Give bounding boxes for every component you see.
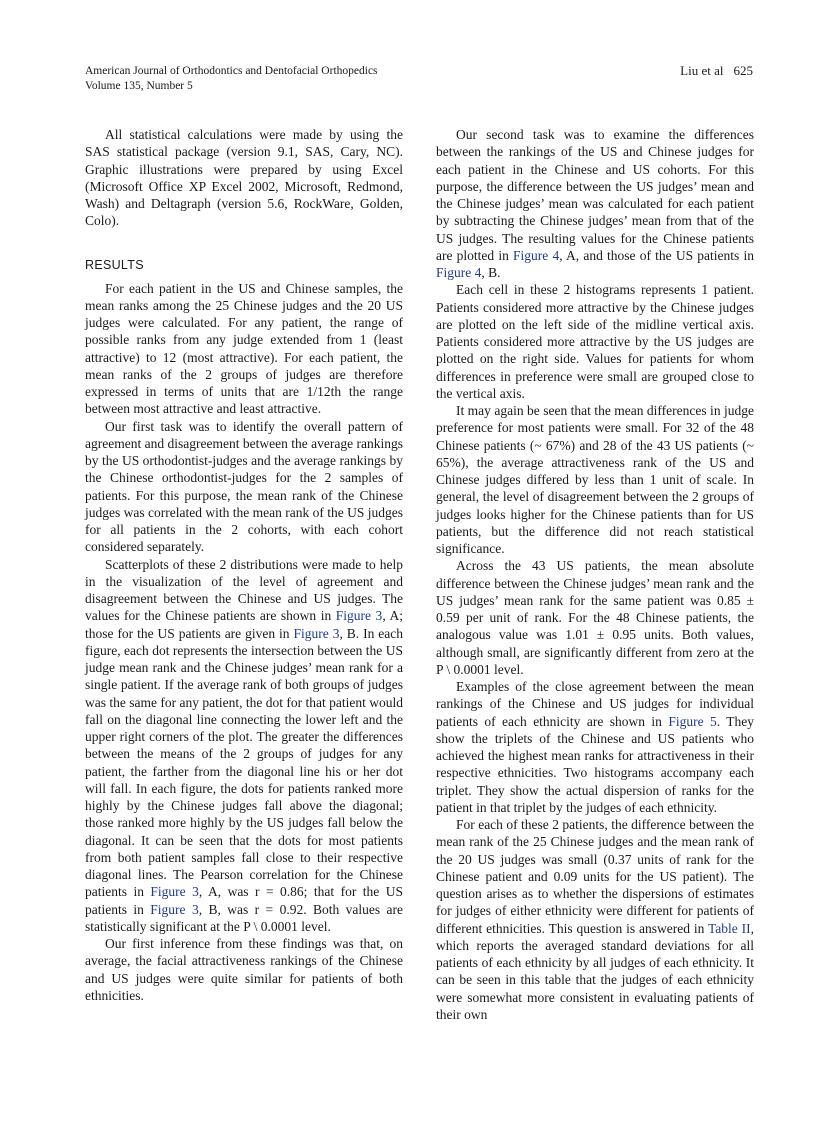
text-run: , A; those for the US patients are given in: [85, 608, 403, 641]
figure-link[interactable]: Figure 3: [293, 625, 340, 641]
table-link[interactable]: Table II: [707, 920, 751, 936]
journal-volume: Volume 135, Number 5: [85, 79, 193, 92]
paragraph-close-agreement: [436, 678, 754, 816]
page-number: 625: [733, 63, 753, 78]
paragraph-absolute-difference: Across the 43 US patients, the mean absolute difference between the Chinese judges’ mean rank and the US judges’ mean rank for the same patient was 0.85 ± 0.59 per unit of rank. For the 48 Chinese patients, the analogous value was 1.01 ± 0.95 units. Both values, although small, are significantly different from zero at the P \ 0.0001 level.: [436, 558, 754, 677]
paragraph-mean-ranks: For each patient in the US and Chinese samples, the mean ranks among the 25 Chinese judges and the 20 US judges were calculated. For any patient, the range of possible ranks from any judge extended from 1 (least attractive) to 12 (most attractive). For each patient, the mean ranks of the 2 groups of judges are therefore expressed in terms of units that are 1/12th the range between most attractive and least attractive.: [85, 280, 403, 417]
text-run: , A, was r = 0.86; that for the US patients in: [85, 884, 404, 917]
author-line: Liu et al: [680, 63, 724, 78]
text-run: For each of these 2 patients, the difference between the mean rank of the 25 Chinese judges and the mean rank of the 20 US judges was small (0.37 units of rank for the Chinese patient and 0.09 units for the US patient). The question arises as to whether the dispersions of estimates for judges of either ethnicity were different for patients of different ethnicities. This question is answered in: [436, 817, 754, 936]
text-run: , A, and those of the US patients in: [559, 247, 754, 263]
paragraph-first-inference: Our first inference from these findings was that, on average, the facial attractiveness rankings of the Chinese and US judges were quite similar for patients of both ethnicities.: [85, 936, 403, 1003]
paragraph-histogram-cells: Each cell in these 2 histograms represents 1 patient. Patients considered more attractive by the Chinese judges are plotted on the left side of the midline vertical axis. Patients considered more attractive by the US judges are plotted on the right side. Values for patients for whom differences in preference were small are grouped close to the vertical axis.: [436, 282, 754, 401]
paragraph-first-task: Our first task was to identify the overall pattern of agreement and disagreement between the average rankings by the US orthodontist-judges and the average rankings by the Chinese orthodontist-judges for the 2 samples of patients. For this purpose, the mean rank of the Chinese judges was correlated with the mean rank of the US judges for all patients in the 2 cohorts, with each cohort considered separately.: [85, 418, 403, 555]
text-run: , which reports the averaged standard deviations for all patients of each ethnicity by all judges of each ethnicity. It can be seen in this table that the judges of each ethnicity were somewhat more consistent in evaluating patients of their own: [436, 920, 755, 1022]
figure-link[interactable]: Figure 5: [668, 713, 717, 729]
text-run: Scatterplots of these 2 distributions were made to help in the visualization of the level of agreement and disagreement between the Chinese and US judges. The values for the Chinese patients are shown in: [85, 556, 403, 624]
figure-link[interactable]: Figure 4: [513, 247, 560, 263]
right-column: [436, 126, 754, 1023]
text-run: , B.: [481, 265, 501, 280]
figure-link[interactable]: Figure 3: [335, 608, 383, 624]
paragraph-dispersions: [436, 816, 754, 1023]
figure-link[interactable]: Figure 3: [150, 884, 199, 900]
running-header-left: [85, 64, 378, 93]
paragraph-second-task: [436, 126, 754, 281]
paragraph-scatterplots: [85, 556, 403, 936]
paragraph-mean-differences: It may again be seen that the mean differences in judge preference for most patients were small. For 32 of the 48 Chinese patients (~ 67%) and 28 of the 43 US patients (~ 65%), the average attractiveness rank of the US and Chinese judges differed by less than 1 unit of scale. In general, the level of disagreement between the 2 groups of judges looks higher for the Chinese patients than for US patients, but the difference did not reach statistical significance.: [436, 403, 754, 556]
figure-link[interactable]: Figure 3: [150, 901, 199, 917]
running-header-right: [680, 64, 753, 78]
left-column: [85, 126, 403, 1004]
text-run: , B, was r = 0.92. Both values are statistically significant at the P \ 0.0001 level.: [85, 901, 403, 934]
section-heading-results: RESULTS: [85, 257, 144, 272]
journal-name: American Journal of Orthodontics and Dentofacial Orthopedics: [85, 65, 378, 77]
figure-link[interactable]: Figure 4: [436, 265, 482, 280]
text-run: Our second task was to examine the differences between the rankings of the US and Chinese judges for each patient in the Chinese and US cohorts. For this purpose, the difference between the US judges’ mean and the Chinese judges’ mean was calculated for each patient by subtracting the Chinese judges’ mean from that of the US judges. The resulting values for the Chinese patients are plotted in: [436, 127, 754, 263]
text-run: . They show the triplets of the Chinese and US patients who achieved the highest mean ranks for attractiveness in their respective ethnicities. Two histograms accompany each triplet. They show the actual dispersion of ranks for the patient in that triplet by the judges of each ethnicity.: [436, 713, 754, 815]
text-run: Examples of the close agreement between the mean rankings of the Chinese and US judges for individual patients of each ethnicity are shown in: [436, 679, 754, 729]
text-run: , B. In each figure, each dot represents the intersection between the US judge mean rank and the Chinese judges’ mean rank for a single patient. If the average rank of both groups of judges was the same for any patient, the dot for that patient would fall on the diagonal line connecting the lower left and the upper right corners of the plot. The greater the differences between the means of the 2 groups of judges for any patient, the farther from the diagonal line his or her dot will fall. In each figure, the dots for patients ranked more highly by the Chinese judges fall above the diagonal; those ranked more highly by the US judges fall below the diagonal. It can be seen that the dots for most patients from both patient samples fall close to their respective diagonal lines. The Pearson correlation for the Chinese patients in: [85, 625, 404, 900]
paragraph-statistics: All statistical calculations were made by using the SAS statistical package (version 9.1, SAS, Cary, NC). Graphic illustrations were prepared by using Excel (Microsoft Office XP Excel 2002, Microsoft, Redmond, Wash) and Deltagraph (version 5.6, RockWare, Golden, Colo).: [85, 127, 403, 229]
